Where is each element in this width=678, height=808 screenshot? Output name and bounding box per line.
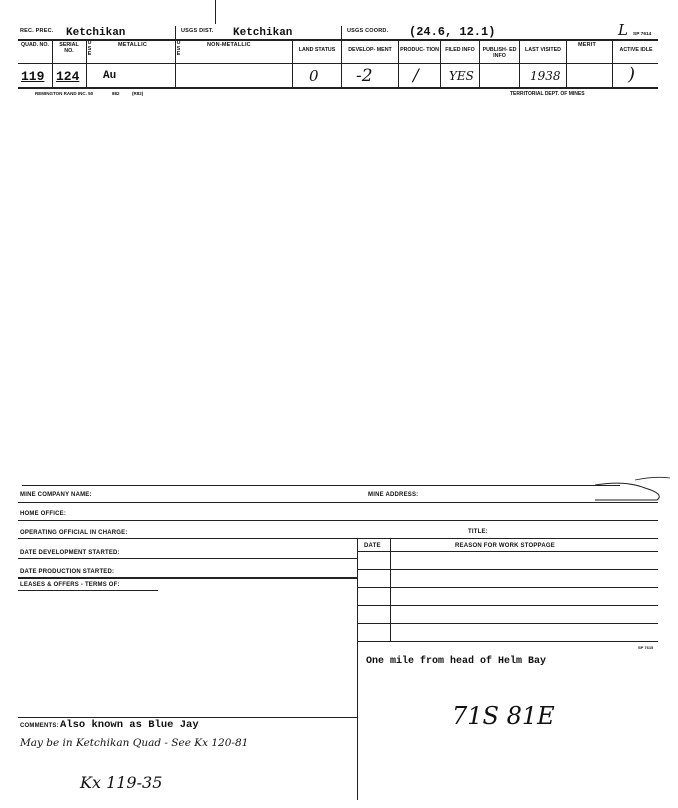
col-development: DEVELOP- MENT [348, 47, 392, 53]
col-metallic: METALLIC [118, 42, 147, 48]
col-filed-info: FILED INFO [445, 47, 475, 53]
col-quad-no: QUAD. NO. [21, 42, 49, 48]
divider [341, 26, 342, 40]
col-use-metallic: U S E [87, 40, 92, 57]
mine-company-name-label: MINE COMPANY NAME: [20, 492, 92, 498]
operating-official-label: OPERATING OFFICIAL IN CHARGE: [20, 530, 128, 536]
divider [18, 590, 158, 591]
col-published-info: PUBLISH- ED INFO [482, 47, 517, 59]
divider [18, 558, 357, 559]
divider [357, 551, 658, 552]
home-office-label: HOME OFFICE: [20, 511, 67, 517]
metallic-value: Au [103, 70, 117, 82]
divider [52, 39, 53, 87]
divider [519, 39, 520, 87]
serial-no-value: 124 [56, 69, 80, 84]
col-production: PRODUC- TION [400, 47, 439, 53]
col-last-visited: LAST VISITED [525, 47, 561, 53]
filed-info-value: YES [449, 69, 474, 83]
handwritten-coordinates: 71S 81E [452, 702, 555, 730]
comments-label: COMMENTS: [20, 723, 59, 729]
reason-column-header: REASON FOR WORK STOPPAGE [455, 543, 555, 549]
divider [612, 39, 613, 87]
form-number-top: SP 7614 [633, 32, 652, 37]
divider [440, 39, 441, 87]
location-note: One mile from head of Helm Bay [366, 656, 547, 667]
corner-letter: L [618, 21, 628, 39]
divider [390, 538, 391, 642]
leases-offers-label: LEASES & OFFERS - TERMS OF: [20, 582, 120, 588]
title-label: TITLE: [468, 529, 488, 535]
mine-address-label: MINE ADDRESS: [368, 492, 419, 498]
col-serial-no: SERIAL NO. [59, 42, 79, 54]
divider [357, 605, 658, 606]
col-merit: MERIT [578, 42, 597, 48]
divider [22, 485, 620, 486]
department-name: TERRITORIAL DEPT. OF MINES [510, 91, 585, 97]
divider [18, 87, 658, 89]
usgs-dist-label: USGS DIST. [181, 28, 214, 34]
form-code: 882 [112, 91, 120, 96]
divider [479, 39, 480, 87]
divider [175, 26, 176, 40]
rec-prec-label: REC. PREC. [20, 28, 54, 34]
divider [566, 39, 567, 87]
handwritten-reference: Kx 119-35 [80, 773, 163, 792]
col-land-status: LAND STATUS [298, 47, 336, 53]
divider [357, 623, 658, 624]
usgs-coord-label: USGS COORD. [347, 28, 389, 34]
divider [215, 0, 216, 24]
printer-credit: REMINGTON RAND INC. 50 [35, 91, 94, 96]
col-non-metallic: NON-METALLIC [207, 42, 251, 48]
divider [398, 39, 399, 87]
active-idle-value: ) [628, 64, 636, 85]
development-value: -2 [356, 66, 373, 86]
usgs-dist-value: Ketchikan [233, 27, 293, 39]
comments-handwritten: May be in Ketchikan Quad - See Kx 120-81 [20, 737, 249, 749]
land-status-value: 0 [309, 67, 319, 85]
rec-prec-value: Ketchikan [66, 27, 126, 39]
divider [18, 538, 658, 539]
form-code-alt: (R82) [132, 91, 144, 96]
divider [357, 569, 658, 570]
divider [18, 577, 357, 579]
comments-typed: Also known as Blue Jay [60, 719, 199, 731]
divider [357, 641, 658, 642]
divider [357, 538, 358, 800]
divider [18, 39, 658, 41]
last-visited-value: 1938 [530, 69, 561, 83]
col-use-non-metallic: U S E [176, 40, 181, 57]
quad-no-value: 119 [21, 69, 45, 84]
divider [292, 39, 293, 87]
date-column-header: DATE [364, 543, 381, 549]
divider [357, 587, 658, 588]
divider [18, 63, 658, 64]
divider [18, 502, 658, 503]
divider [18, 520, 658, 521]
divider [341, 39, 342, 87]
card-edge [595, 470, 675, 505]
date-development-started-label: DATE DEVELOPMENT STARTED: [20, 550, 120, 556]
usgs-coord-value: (24.6, 12.1) [409, 25, 496, 39]
divider [18, 717, 357, 718]
form-number-bottom: SP 7615 [638, 645, 654, 650]
production-value: / [413, 66, 419, 86]
date-production-started-label: DATE PRODUCTION STARTED: [20, 569, 115, 575]
col-active-idle: ACTIVE IDLE [619, 47, 653, 53]
